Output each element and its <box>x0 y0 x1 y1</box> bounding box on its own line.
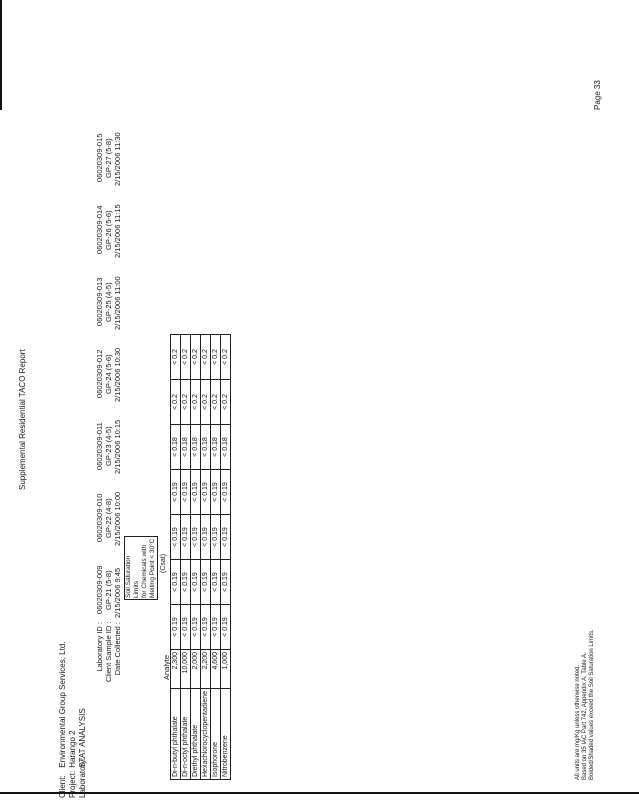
report-meta <box>58 641 88 798</box>
result-value: < 0.19 <box>171 515 181 560</box>
result-value: < 0.19 <box>211 515 221 560</box>
result-value: < 0.19 <box>221 605 231 650</box>
client-name: Environmental Group Services, Ltd. <box>58 641 67 768</box>
result-value: < 0.19 <box>171 560 181 605</box>
result-value: < 0.2 <box>201 335 211 380</box>
result-value: < 0.19 <box>221 470 231 515</box>
result-value: < 0.19 <box>201 560 211 605</box>
result-value: < 0.19 <box>171 605 181 650</box>
saturation-line: for Chemicals with <box>141 544 148 598</box>
result-value: < 0.19 <box>171 470 181 515</box>
result-value: < 0.19 <box>181 515 191 560</box>
result-value: < 0.2 <box>171 380 181 425</box>
project-line <box>68 641 78 798</box>
client-sample-id: GP-25 (4-5) <box>104 282 113 322</box>
client-sample-id: GP-23 (4-5) <box>104 426 113 466</box>
client-sample-id: GP-24 (5-6) <box>104 354 113 394</box>
date-collected: 2/15/2006 11:15 <box>113 204 122 258</box>
client-sample-id: GP-22 (4-8) <box>104 498 113 538</box>
analyte-header: Analyte <box>162 654 171 680</box>
table-row <box>181 335 191 780</box>
result-value: < 0.2 <box>181 380 191 425</box>
result-value: < 0.18 <box>191 425 201 470</box>
result-value: < 0.19 <box>181 560 191 605</box>
result-value: < 0.18 <box>221 425 231 470</box>
result-value: < 0.19 <box>211 560 221 605</box>
result-value: < 0.18 <box>211 425 221 470</box>
result-value: < 0.19 <box>201 515 211 560</box>
result-value: < 0.18 <box>201 425 211 470</box>
result-value: < 0.19 <box>211 605 221 650</box>
saturation-limit: 1,000 <box>221 650 231 689</box>
lab-line <box>78 641 88 798</box>
result-value: < 0.19 <box>191 560 201 605</box>
client-sample-id: GP-27 (5-8) <box>104 138 113 178</box>
date-collected: 2/15/2006 10:15 <box>113 419 122 474</box>
table-row <box>171 335 181 780</box>
saturation-limit: 2,000 <box>191 650 201 689</box>
result-value: < 0.19 <box>181 470 191 515</box>
footnote: Based on 35 IAC Part 742, Appendix A, Table A. <box>582 652 588 780</box>
result-value: < 0.2 <box>201 380 211 425</box>
result-value: < 0.19 <box>191 515 201 560</box>
result-value: < 0.19 <box>181 605 191 650</box>
result-value: < 0.18 <box>171 425 181 470</box>
footnotes <box>575 629 596 780</box>
result-value: < 0.19 <box>221 515 231 560</box>
date-collected: 2/15/2006 10:30 <box>113 347 122 402</box>
result-value: < 0.19 <box>221 560 231 605</box>
lab-id: 06020309-011 <box>95 422 104 470</box>
lab-key: Laboratory: <box>78 757 87 798</box>
client-sample-id: GP-21 (5-8) <box>104 570 113 610</box>
date-collected-label: Date Collected : <box>113 622 122 676</box>
analyte-name: Di-n-butyl phthalate <box>171 689 181 780</box>
lab-id: 06020309-013 <box>95 277 104 326</box>
date-collected: 2/15/2006 10:00 <box>113 491 122 546</box>
page-number: Page 33 <box>593 80 602 110</box>
saturation-limit: 4,600 <box>211 650 221 689</box>
lab-id: 06020309-014 <box>95 205 104 254</box>
lab-id: 06020309-010 <box>95 493 104 542</box>
saturation-line: Soil Saturation Limits <box>125 555 140 598</box>
table-row <box>201 335 211 780</box>
result-value: < 0.19 <box>211 470 221 515</box>
analyte-name: Diethyl phthalate <box>191 689 201 780</box>
results-table <box>170 334 231 780</box>
result-value: < 0.19 <box>191 470 201 515</box>
saturation-limit: 10,000 <box>181 650 191 689</box>
date-collected: 2/15/2006 11:00 <box>113 276 122 330</box>
footnote: All units are mg/Kg unless otherwise noted. <box>575 664 581 780</box>
result-value: < 0.2 <box>181 335 191 380</box>
table-row <box>191 335 201 780</box>
footnote: Bolded/Shaded values exceed the Soil Saturation Limits. <box>589 629 595 780</box>
saturation-limit: 2,300 <box>171 650 181 689</box>
project-key: Project: <box>68 770 77 798</box>
result-value: < 0.2 <box>191 335 201 380</box>
result-value: < 0.2 <box>171 335 181 380</box>
table-row <box>211 335 221 780</box>
result-value: < 0.2 <box>221 380 231 425</box>
saturation-line: Melting Point < 30°C <box>149 538 156 598</box>
analyte-name: Hexachlorocyclopentadiene <box>201 689 211 780</box>
analyte-name: Nitrobenzene <box>221 689 231 780</box>
analyte-name: Di-n-octyl phthalate <box>181 689 191 780</box>
lab-id-label: Laboratory ID : <box>95 622 104 672</box>
result-value: < 0.19 <box>191 605 201 650</box>
result-value: < 0.19 <box>201 605 211 650</box>
csat-unit-label: (Csat) <box>160 553 167 573</box>
table-row <box>221 335 231 780</box>
result-value: < 0.2 <box>211 335 221 380</box>
client-line <box>58 641 68 798</box>
report-title: Supplemental Residential TACO Report <box>18 349 27 490</box>
result-value: < 0.2 <box>221 335 231 380</box>
result-value: < 0.2 <box>191 380 201 425</box>
lab-name: STAT ANALYSIS <box>78 708 87 768</box>
saturation-limit: 2,200 <box>201 650 211 689</box>
saturation-limits-box <box>124 536 158 600</box>
date-collected: 2/15/2006 9:45 <box>113 567 122 618</box>
result-value: < 0.2 <box>211 380 221 425</box>
result-value: < 0.19 <box>201 470 211 515</box>
project-name: Harango 2 <box>68 730 77 768</box>
client-sample-id: GP-26 (5-6) <box>104 210 113 250</box>
lab-id: 06020309-015 <box>95 133 104 182</box>
lab-id: 06020309-012 <box>95 349 104 398</box>
lab-id: 06020309-009 <box>95 565 104 614</box>
result-value: < 0.18 <box>181 425 191 470</box>
client-key: Client: <box>58 775 67 798</box>
date-collected: 2/15/2006 11:30 <box>113 132 122 186</box>
client-sample-id-label: Client Sample ID : <box>104 621 113 682</box>
analyte-name: Isophorone <box>211 689 221 780</box>
